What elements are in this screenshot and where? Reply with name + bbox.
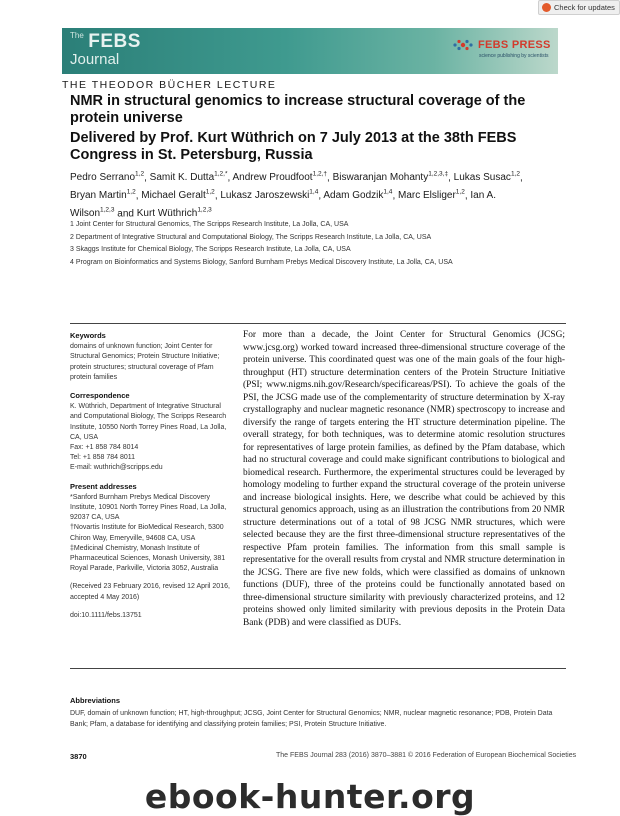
febs-press-dots-icon [452,38,474,52]
affiliation: 2 Department of Integrative Structural and Computational Biology, The Scripps Research Institute, La Jolla, CA, USA [70,233,432,241]
doi-link[interactable]: doi:10.1111/febs.13751 [70,611,142,619]
affiliation-list [70,219,550,269]
abbreviations-text: DUF, domain of unknown function; HT, high-throughput; JCSG, Joint Center for Structural Genomics; NMR, nuclear magnetic resonance; PDB, Protein Data Bank; Pfam, a database for identifying and classifying protein families; PSI, Protein Structure Initiative. [70,710,553,728]
author-name: Biswaranjan Mohanty$^{1,2,3,\ddagger}$ [332,171,449,184]
section-label: THE THEODOR BÜCHER LECTURE [62,79,277,91]
author-affiliation-marks: 1,4 [309,188,319,196]
author-affiliation-marks: 1,2,3 [197,206,212,214]
top-divider [70,323,566,324]
sidebar [70,331,230,629]
journal-logo-sub: Journal [70,51,120,68]
crossmark-icon [542,3,551,12]
author-affiliation-marks: 1,2 [205,188,215,196]
journal-logo-name: FEBS [88,31,141,52]
present-addresses-heading: Present addresses [70,481,137,491]
affiliation: 4 Program on Bioinformatics and Systems Biology, Sanford Burnham Prebys Medical Discovery Institute, La Jolla, CA, USA [70,258,453,266]
abbreviations-heading: Abbreviations [70,696,121,705]
article-title: NMR in structural genomics to increase structural coverage of the protein universe [70,93,526,126]
check-for-updates-label: Check for updates [554,3,615,12]
author-affiliation-marks: 1,2,* [214,171,228,178]
author-name: Bryan Martin$^{1,2}$ [70,188,136,202]
press-name: FEBS PRESS [478,39,551,51]
correspondence-heading: Correspondence [70,391,130,401]
author-affiliation-marks: 1,2 [510,171,520,178]
present-address: ‡Medicinal Chemistry, Monash Institute of Pharmaceutical Sciences, Monash University, 381 Royal Parade, Parkville, Victoria 3052, Australia [70,544,226,573]
author-and: and [114,207,137,219]
author-name: Ian A. Wilson$^{1,2,3}$ [70,190,496,219]
author-list: Pedro Serrano$^{1,2}$, Samit K. Dutta$^{1,2,*}$, Andrew Proudfoot$^{1,2,\dagger}$, Biswaranjan Mohanty$^{1,2,3,\ddagger}$, Lukas Susac$^{1,2}$, Bryan Martin$^{1,2}$, Michael Geralt$^{1,2}$, Lukasz Jaroszewski$^{1,4}$, Adam Godzik$^{1,4}$, Marc Elsliger$^{1,2}$, Ian A. Wilson$^{1,2,3}$ and Kurt Wüthrich$^{1,2,3}$ [70,171,523,219]
author-name: Kurt Wüthrich$^{1,2,3}$ [136,206,212,219]
author-affiliation-marks: 1,2 [135,171,145,178]
page-number: 3870 [70,752,87,761]
author-name: Andrew Proudfoot$^{1,2,\dagger}$ [232,171,328,184]
received-dates: (Received 23 February 2016, revised 12 April 2016, accepted 4 May 2016) [70,583,230,601]
febs-press-logo [452,38,551,59]
author-name: Lukas Susac$^{1,2}$ [453,171,520,184]
author-name: Lukasz Jaroszewski$^{1,4}$ [220,188,319,202]
correspondence-email[interactable]: E-mail: wuthrich@scripps.edu [70,464,163,472]
abstract-text: For more than a decade, the Joint Center for Structural Genomics (JCSG; www.jcsg.org) worked toward increased three-dimensional structure coverage of the protein universe. This coordinated quest was one of the main goals of the four high-throughput (HT) structure determination centers of the Protein Structure Initiative (PSI; www.nigms.nih.gov/Research/specificareas/PSI). To achieve the goals of the PSI, the JCSG made use of the complementarity of structure determination by X-ray crystallography and nuclear magnetic resonance (NMR) spectroscopy to increase and diversify the range of targets entering the HT structure determination pipeline. The overall strategy, for both techniques, was to determine atomic resolution structures for representatives of large protein families, as defined by the Pfam database, which had no structural coverage and could make significant contributions to biological and biomedical research. Furthermore, the experimental structures could be leveraged by homology modeling to further expand the structural coverage of the protein universe and increase biological insights. Here, we describe what could be achieved by this structural genomics approach, using as an illustration the contributions from 20 NMR structure determinations out of a total of 98 JCSG NMR structures, which were selected because they are the first three-dimensional structure representatives of the respective Pfam protein families. The information from this small sample is representative for the overall results from crystal and NMR structure determination in the JCSG. There are five new folds, which were classified as domains of unknown functions (DUF), three of the proteins could be functionally annotated based on three-dimensional structure similarity with previously characterized proteins, and 12 proteins showed only limited similarity with previous deposits in the Protein Data Bank (PDB) and were classified as DUFs. [243,330,565,628]
correspondence-address: K. Wüthrich, Department of Integrative Structural and Computational Biology, The Scripps Research Institute, 10550 North Torrey Pines Road, La Jolla, CA, USA [70,403,227,441]
febs-journal-logo [70,32,141,67]
author-name: Pedro Serrano$^{1,2}$ [70,171,145,184]
journal-logo-the: The [70,31,84,40]
correspondence-fax: Fax: +1 858 784 8014 [70,444,139,452]
check-for-updates-button[interactable] [538,0,620,15]
press-tagline: science publishing by scientists [479,53,549,59]
author-affiliation-marks: 1,4 [383,188,393,196]
journal-citation: The FEBS Journal 283 (2016) 3870–3881 © 2016 Federation of European Biochemical Societies [276,752,577,759]
affiliation: 1 Joint Center for Structural Genomics, The Scripps Research Institute, La Jolla, CA, USA [70,221,349,228]
article-subtitle: Delivered by Prof. Kurt Wüthrich on 7 July 2013 at the 38th FEBS Congress in St. Petersburg, Russia [70,130,517,163]
author-name: Samit K. Dutta$^{1,2,*}$ [149,171,228,184]
bottom-divider [70,668,566,669]
keywords: domains of unknown function; Joint Center for Structural Genomics; Protein Structure Initiative; protein structures; structural coverage of Pfam protein families [70,343,220,381]
present-address: †Novartis Institute for BioMedical Research, 5300 Chiron Way, Emeryville, 94608 CA, USA [70,524,224,542]
keywords-heading: Keywords [70,331,106,340]
watermark-text: ebook-hunter.org [144,777,476,816]
author-affiliation-marks: 1,2 [126,188,136,196]
author-affiliation-marks: 1,2,3,‡ [428,171,449,178]
author-affiliation-marks: 1,2,3 [100,206,115,214]
author-affiliation-marks: 1,2,† [312,171,328,178]
author-name: Marc Elsliger$^{1,2}$ [398,188,465,202]
present-address: *Sanford Burnham Prebys Medical Discovery Institute, 10901 North Torrey Pines Road, La Jolla, 92037 CA, USA [70,493,227,522]
affiliation: 3 Skaggs Institute for Chemical Biology, The Scripps Research Institute, La Jolla, CA, USA [70,246,351,253]
author-name: Adam Godzik$^{1,4}$ [323,188,393,202]
author-name: Michael Geralt$^{1,2}$ [141,188,215,202]
correspondence-tel: Tel: +1 858 784 8011 [70,454,136,462]
abbreviations [70,695,566,730]
author-affiliation-marks: 1,2 [455,188,465,196]
